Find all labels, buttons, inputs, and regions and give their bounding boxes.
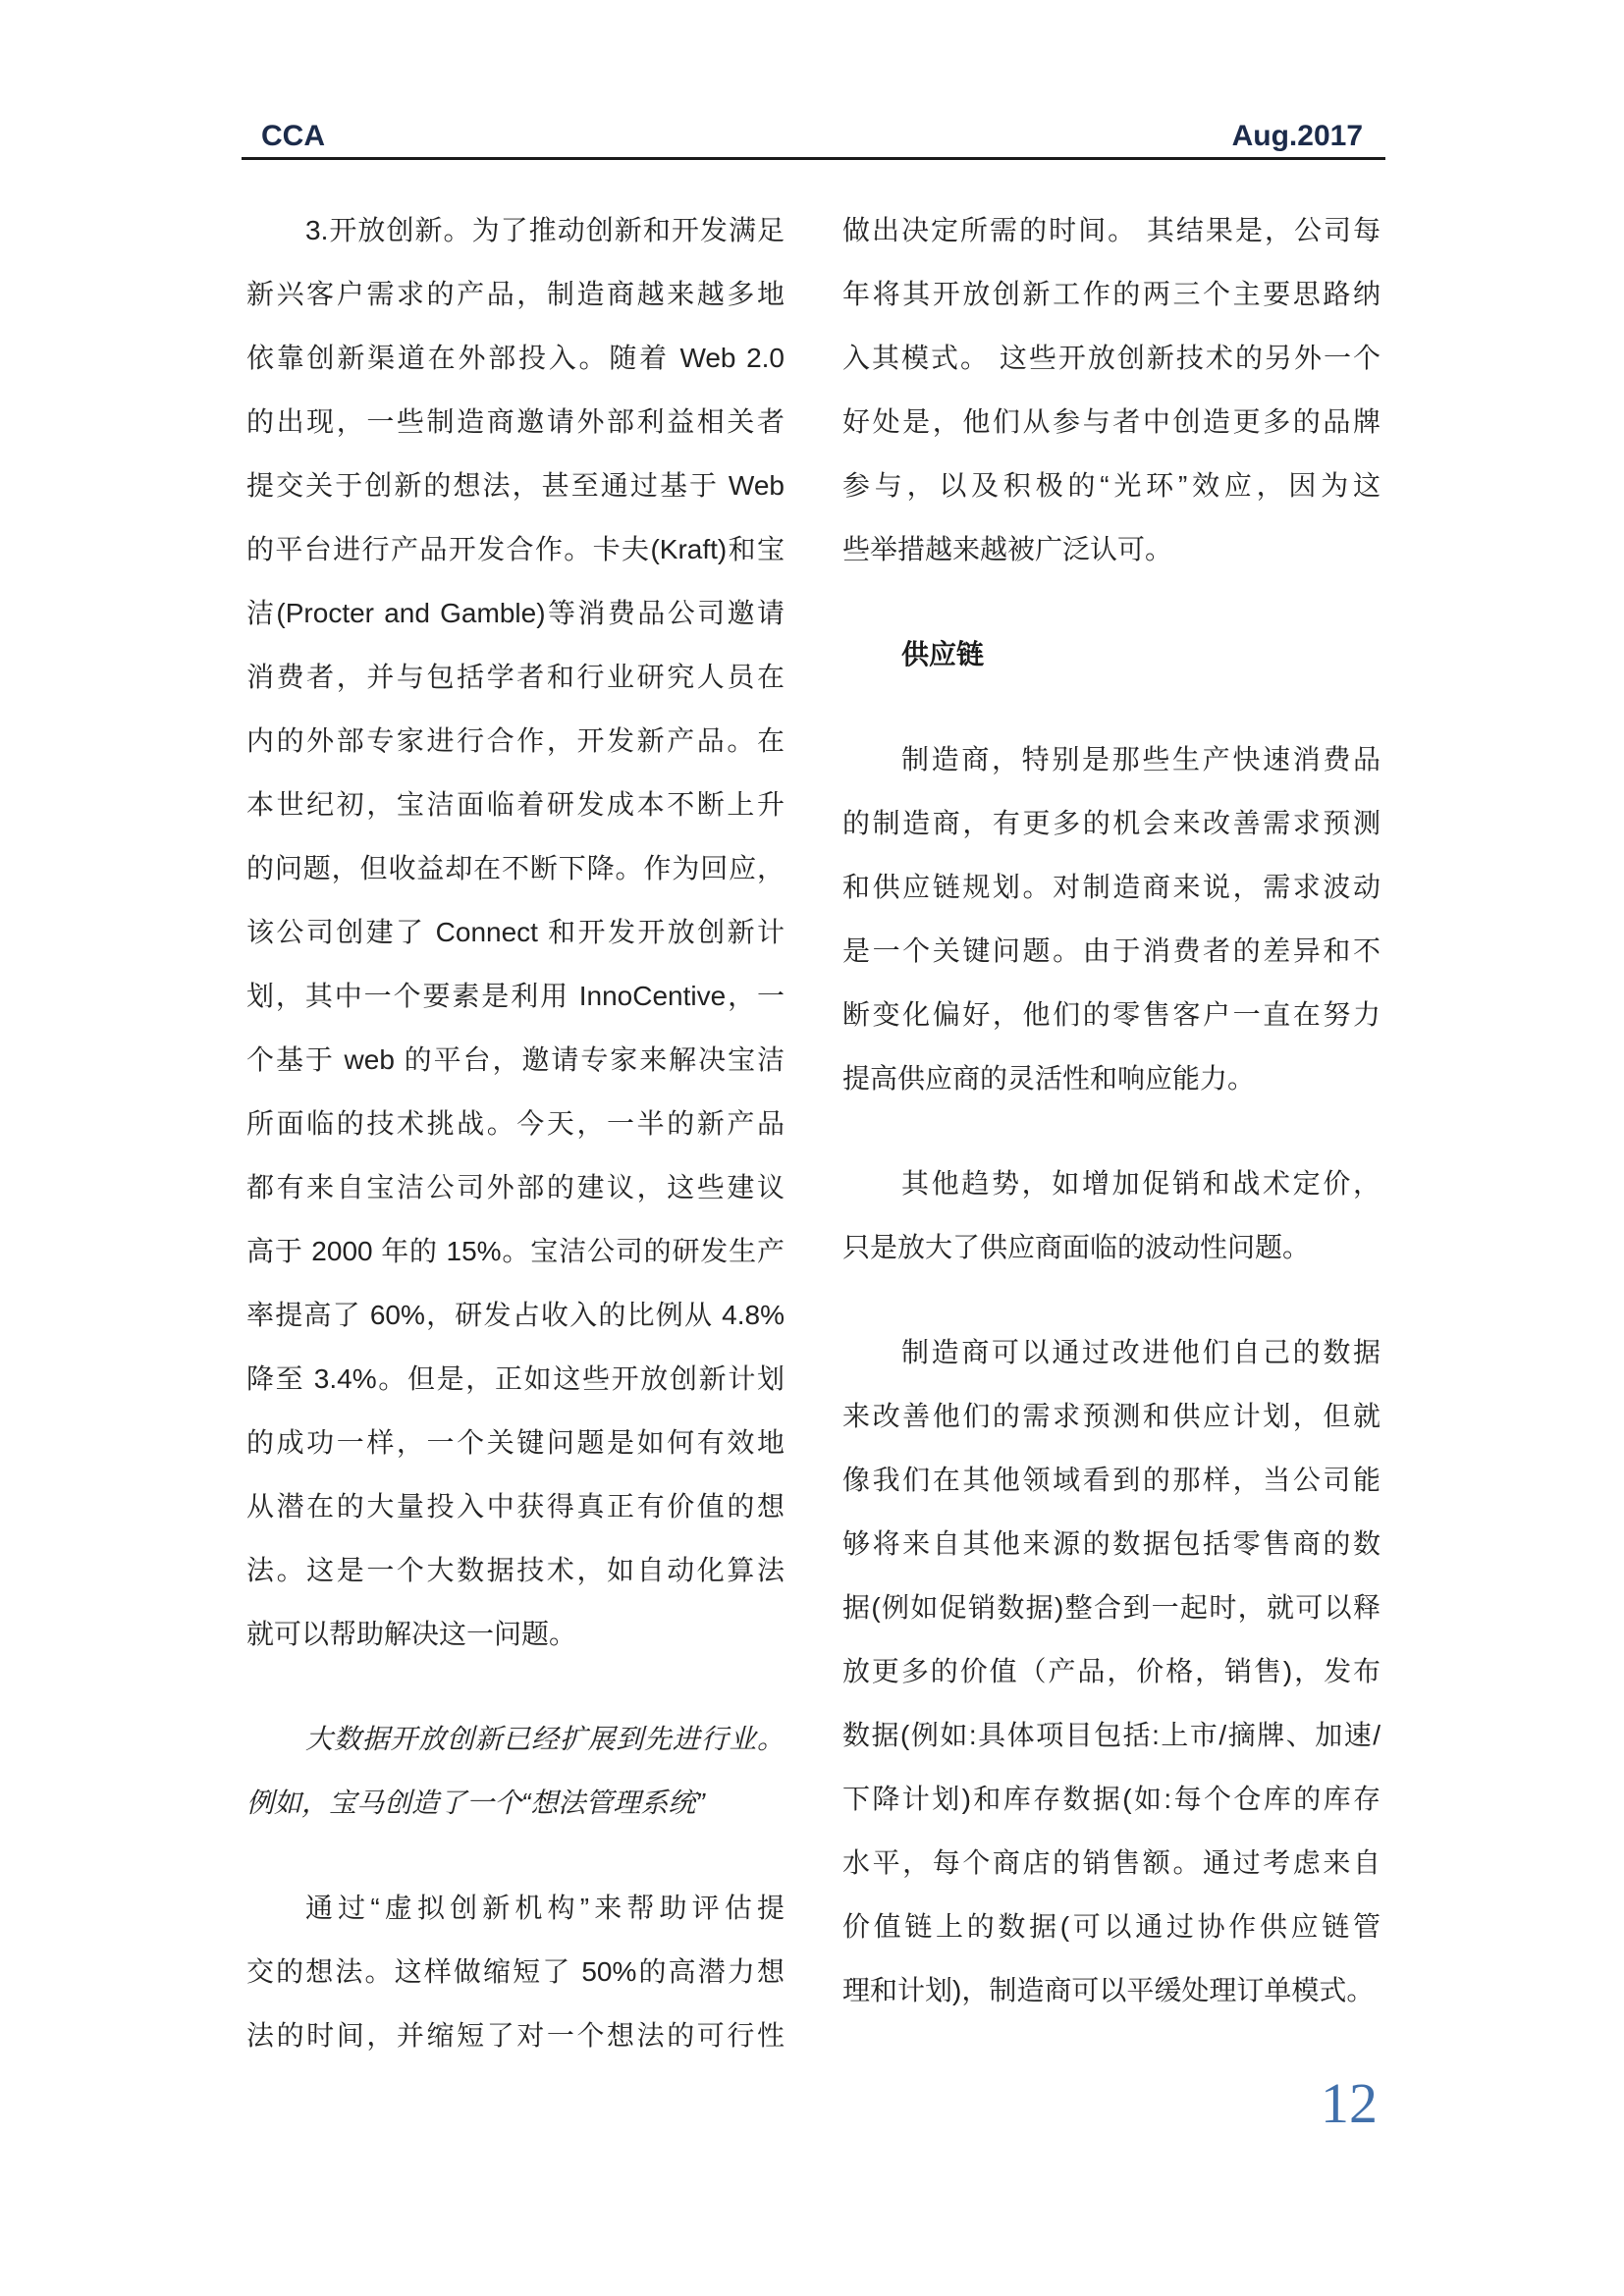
- paragraph-data-integration: [842, 1320, 1380, 2022]
- text-line: 的平台进行产品开发合作。卡夫(Kraft)和宝: [246, 534, 785, 564]
- text-line: 些举措越来越被广泛认可。: [842, 534, 1173, 564]
- text-line: 参与，以及积极的“光环”效应，因为这: [842, 470, 1380, 501]
- section-heading: 供应链: [901, 639, 985, 669]
- text-line: 该公司创建了 Connect 和开发开放创新计: [246, 917, 785, 947]
- text-line: 都有来自宝洁公司外部的建议，这些建议: [246, 1172, 785, 1202]
- text-line: 大数据开放创新已经扩展到先进行业。: [305, 1724, 785, 1754]
- header-journal-name: CCA: [261, 120, 325, 152]
- text-line: 提高供应商的灵活性和响应能力。: [842, 1063, 1256, 1094]
- pull-quote: [246, 1707, 785, 1835]
- text-line: 依靠创新渠道在外部投入。随着 Web 2.0: [246, 343, 785, 373]
- text-line: 提交关于创新的想法，甚至通过基于 Web: [246, 470, 785, 501]
- text-line: 年将其开放创新工作的两三个主要思路纳: [842, 279, 1380, 309]
- text-line: 的制造商，有更多的机会来改善需求预测: [842, 808, 1380, 838]
- text-line: 的问题，但收益却在不断下降。作为回应，: [246, 853, 785, 883]
- text-line: 制造商，特别是那些生产快速消费品: [901, 744, 1380, 774]
- paragraph-open-innovation: [246, 198, 785, 1666]
- text-line: 制造商可以通过改进他们自己的数据: [901, 1337, 1380, 1367]
- text-line: 划，其中一个要素是利用 InnoCentive，一: [246, 981, 785, 1011]
- text-line: 入其模式。 这些开放创新技术的另外一个: [842, 343, 1380, 373]
- text-line: 下降计划)和库存数据(如:每个仓库的库存: [842, 1784, 1380, 1814]
- left-column: [246, 198, 785, 2067]
- text-line: 只是放大了供应商面临的波动性问题。: [842, 1232, 1311, 1262]
- header-divider: [242, 157, 1385, 160]
- text-line: 法的时间，并缩短了对一个想法的可行性: [246, 2020, 785, 2051]
- text-line: 降至 3.4%。但是，正如这些开放创新计划: [246, 1363, 785, 1394]
- text-line: 水平，每个商店的销售额。通过考虑来自: [842, 1847, 1380, 1878]
- text-line: 交的想法。这样做缩短了 50%的高潜力想: [246, 1956, 785, 1987]
- text-line: 其他趋势，如增加促销和战术定价，: [901, 1168, 1380, 1199]
- paragraph-supply-chain: [842, 727, 1380, 1110]
- text-line: 断变化偏好，他们的零售客户一直在努力: [842, 999, 1380, 1030]
- text-line: 好处是，他们从参与者中创造更多的品牌: [842, 406, 1380, 437]
- text-line: 理和计划)，制造商可以平缓处理订单模式。: [842, 1975, 1375, 2005]
- text-line: 据(例如促销数据)整合到一起时，就可以释: [842, 1592, 1380, 1623]
- text-line: 所面临的技术挑战。今天，一半的新产品: [246, 1108, 785, 1139]
- text-line: 是一个关键问题。由于消费者的差异和不: [842, 935, 1380, 966]
- text-line: 洁(Procter and Gamble)等消费品公司邀请: [246, 598, 785, 628]
- paragraph-virtual-innovation: [246, 1876, 785, 2067]
- text-line: 就可以帮助解决这一问题。: [246, 1619, 577, 1649]
- paragraph-continuation: [842, 198, 1380, 581]
- text-line: 的成功一样，一个关键问题是如何有效地: [246, 1427, 785, 1458]
- text-line: 通过“虚拟创新机构”来帮助评估提: [305, 1893, 785, 1923]
- text-line: 消费者，并与包括学者和行业研究人员在: [246, 662, 785, 692]
- text-line: 像我们在其他领域看到的那样，当公司能: [842, 1465, 1380, 1495]
- text-line: 3.开放创新。为了推动创新和开发满足: [305, 215, 785, 245]
- text-line: 放更多的价值（产品，价格，销售)，发布: [842, 1656, 1380, 1686]
- text-line: 数据(例如:具体项目包括:上市/摘牌、加速/: [842, 1720, 1380, 1750]
- text-line: 内的外部专家进行合作，开发新产品。在: [246, 725, 785, 756]
- text-line: 够将来自其他来源的数据包括零售商的数: [842, 1528, 1380, 1559]
- text-line: 做出决定所需的时间。 其结果是，公司每: [842, 215, 1380, 245]
- section-heading-block: [842, 622, 1380, 686]
- text-line: 价值链上的数据(可以通过协作供应链管: [842, 1911, 1380, 1942]
- right-column: [842, 198, 1380, 2022]
- page-number: 12: [1321, 2071, 1378, 2135]
- text-line: 例如，宝马创造了一个“想法管理系统”: [246, 1788, 705, 1818]
- text-line: 高于 2000 年的 15%。宝洁公司的研发生产: [246, 1236, 785, 1266]
- header-date: Aug.2017: [1231, 120, 1363, 152]
- text-line: 来改善他们的需求预测和供应计划，但就: [842, 1401, 1380, 1431]
- text-line: 和供应链规划。对制造商来说，需求波动: [842, 872, 1380, 902]
- text-line: 从潜在的大量投入中获得真正有价值的想: [246, 1491, 785, 1522]
- text-line: 新兴客户需求的产品，制造商越来越多地: [246, 279, 785, 309]
- text-line: 法。这是一个大数据技术，如自动化算法: [246, 1555, 785, 1585]
- text-line: 的出现，一些制造商邀请外部利益相关者: [246, 406, 785, 437]
- paragraph-other-trends: [842, 1151, 1380, 1279]
- text-line: 率提高了 60%，研发占收入的比例从 4.8%: [246, 1300, 785, 1330]
- text-line: 本世纪初，宝洁面临着研发成本不断上升: [246, 789, 785, 820]
- text-line: 个基于 web 的平台，邀请专家来解决宝洁: [246, 1044, 785, 1075]
